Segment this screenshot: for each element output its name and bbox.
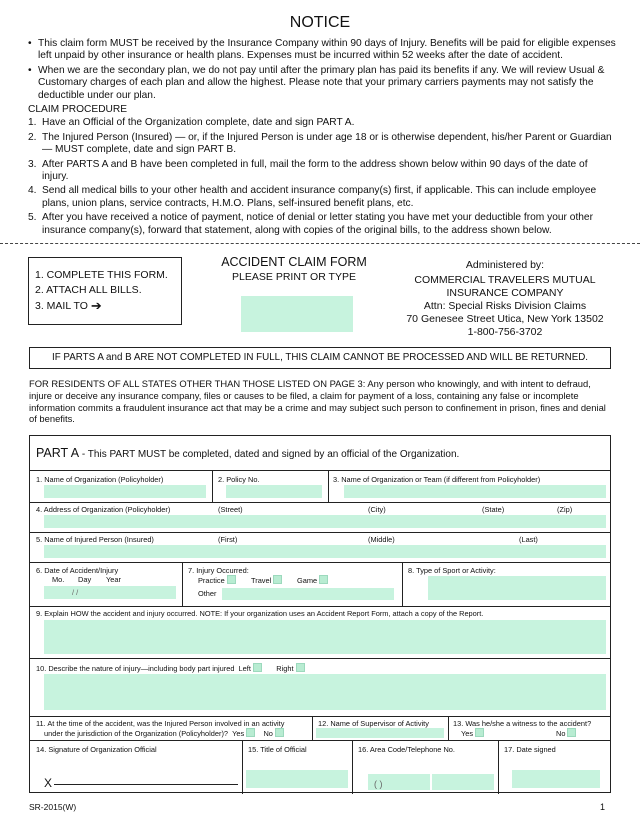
- other-input[interactable]: [222, 588, 394, 600]
- form-subtitle: PLEASE PRINT OR TYPE: [232, 271, 356, 283]
- divider: [242, 740, 243, 794]
- divider: [30, 716, 610, 717]
- notice-bullet: • When we are the secondary plan, we do not pay until after the primary plan has paid its benefits if any. We will review Usual & Customary charges of each plan and allow the highest. Please note that your primary carriers payments may not satisfy the deductible under our plan.: [28, 65, 616, 102]
- zip-label: (Zip): [557, 505, 573, 514]
- witness-yes-checkbox[interactable]: [475, 728, 484, 737]
- date-stamp-field[interactable]: [241, 296, 353, 332]
- divider: [30, 658, 610, 659]
- jurisdiction-label: 11. At the time of the accident, was the Injured Person involved in an activity: [36, 719, 285, 728]
- sport-type-label: 8. Type of Sport or Activity:: [408, 566, 496, 575]
- instruction-mail: 3. MAIL TO ➔: [35, 298, 102, 313]
- practice-option[interactable]: Practice: [198, 575, 236, 585]
- notice-title: NOTICE: [289, 14, 351, 31]
- form-code: SR-2015(W): [29, 802, 77, 812]
- other-label: Other: [198, 589, 217, 598]
- injury-nature-input[interactable]: [44, 674, 606, 710]
- company-name: COMMERCIAL TRAVELERS MUTUAL: [414, 274, 596, 286]
- team-name-input[interactable]: [344, 485, 606, 498]
- divider: [30, 470, 610, 471]
- state-label: (State): [482, 505, 505, 514]
- divider: [328, 470, 329, 502]
- instruction-attach: 2. ATTACH ALL BILLS.: [35, 284, 142, 296]
- fraud-notice: FOR RESIDENTS OF ALL STATES OTHER THAN THOSE LISTED ON PAGE 3: Any person who knowingly, and with intent to defraud, injure or deceive any insurance company, files or causes to be filed, a claim for payment of a loss, containing any false or incomplete information commits a fraudulent insurance act that may be a crime and may subject such person to confinement in prison, fines and denial of benefits.: [29, 378, 606, 425]
- witness-label: 13. Was he/she a witness to the accident?: [453, 719, 592, 728]
- injured-name-input[interactable]: [44, 545, 606, 558]
- jurisdiction-no-checkbox[interactable]: [275, 728, 284, 737]
- signature-label: 14. Signature of Organization Official: [36, 745, 157, 754]
- city-label: (City): [368, 505, 386, 514]
- attention-line: Attn: Special Risks Division Claims: [423, 300, 587, 312]
- middle-name-label: (Middle): [368, 535, 395, 544]
- date-signed-label: 17. Date signed: [504, 745, 556, 754]
- form-title: ACCIDENT CLAIM FORM: [221, 255, 367, 269]
- jurisdiction-yes-checkbox[interactable]: [246, 728, 255, 737]
- administrator-block: [405, 259, 605, 339]
- org-name-label: 1. Name of Organization (Policyholder): [36, 475, 164, 484]
- game-option[interactable]: Game: [297, 575, 328, 585]
- accident-date-input[interactable]: [44, 586, 176, 599]
- mailing-address: 70 Genesee Street Utica, New York 13502: [406, 313, 604, 325]
- policy-no-label: 2. Policy No.: [218, 475, 260, 484]
- travel-checkbox[interactable]: [273, 575, 282, 584]
- divider: [212, 470, 213, 502]
- divider: [448, 716, 449, 740]
- tear-line-divider: [0, 243, 640, 244]
- procedure-step: 1. Have an Official of the Organization complete, date and sign PART A.: [28, 117, 355, 129]
- org-address-label: 4. Address of Organization (Policyholder): [36, 505, 171, 514]
- divider: [30, 606, 610, 607]
- notice-section: [28, 38, 616, 239]
- sport-type-input[interactable]: [428, 576, 606, 600]
- signature-line[interactable]: [54, 784, 238, 785]
- how-occurred-input[interactable]: [44, 620, 606, 654]
- divider: [402, 562, 403, 606]
- procedure-step: 3. After PARTS A and B have been completed in full, mail the form to the address shown below within 90 days of the date of injury.: [28, 158, 588, 183]
- injury-occurred-label: 7. Injury Occurred:: [188, 566, 249, 575]
- notice-bullet: • This claim form MUST be received by the Insurance Company within 90 days of Injury. Benefits will be paid for eligible expenses left unpaid by other insurance or health plans. Expenses must be incurred within 52 weeks after the date of accident.: [28, 38, 616, 63]
- divider: [312, 716, 313, 740]
- divider: [30, 740, 610, 741]
- left-checkbox[interactable]: [253, 663, 262, 672]
- injured-name-label: 5. Name of Injured Person (Insured): [36, 535, 154, 544]
- phone-number: 1-800-756-3702: [467, 326, 543, 338]
- first-name-label: (First): [218, 535, 238, 544]
- divider: [352, 740, 353, 794]
- signature-x-mark: X: [44, 776, 53, 790]
- divider: [498, 740, 499, 794]
- year-label: Year: [106, 575, 121, 584]
- divider: [30, 532, 610, 533]
- practice-checkbox[interactable]: [227, 575, 236, 584]
- supervisor-input[interactable]: [316, 728, 444, 738]
- org-name-input[interactable]: [44, 485, 206, 498]
- date-separator: / /: [72, 588, 79, 597]
- date-signed-input[interactable]: [512, 770, 600, 788]
- injury-nature-label: 10. Describe the nature of injury—including body part injured Left Right: [36, 663, 305, 673]
- witness-yes-option[interactable]: Yes: [461, 728, 484, 738]
- company-name-2: INSURANCE COMPANY: [446, 287, 564, 299]
- official-title-input[interactable]: [246, 770, 348, 788]
- game-checkbox[interactable]: [319, 575, 328, 584]
- telephone-input[interactable]: [432, 774, 494, 790]
- procedure-step: 2. The Injured Person (Insured) — or, if the Injured Person is under age 18 or is otherwise dependent, his/her Parent or Guardian — MUST complete, date and sign PART B.: [28, 131, 612, 156]
- incomplete-warning: IF PARTS A and B ARE NOT COMPLETED IN FULL, THIS CLAIM CANNOT BE PROCESSED AND WILL BE RETURNED.: [29, 347, 611, 369]
- divider: [30, 502, 610, 503]
- right-checkbox[interactable]: [296, 663, 305, 672]
- telephone-label: 16. Area Code/Telephone No.: [358, 745, 455, 754]
- jurisdiction-question: under the jurisdiction of the Organization (Policyholder)? Yes No: [44, 728, 284, 738]
- policy-no-input[interactable]: [226, 485, 322, 498]
- month-label: Mo.: [52, 575, 65, 584]
- instruction-complete: 1. COMPLETE THIS FORM.: [35, 269, 168, 281]
- supervisor-label: 12. Name of Supervisor of Activity: [318, 719, 429, 728]
- team-name-label: 3. Name of Organization or Team (if different from Policyholder): [333, 475, 541, 484]
- procedure-step: 5. After you have received a notice of payment, notice of denial or letter stating you have met your deductible from your other insurance company(s), forward that statement, along with copies of the original bills, to the address shown below.: [28, 212, 593, 236]
- page-number: 1: [600, 802, 606, 812]
- street-label: (Street): [218, 505, 243, 514]
- right-arrow-icon: ➔: [90, 298, 102, 313]
- how-occurred-label: 9. Explain HOW the accident and injury occurred. NOTE: If your organization uses an Accident Report Form, attach a copy of the Report.: [36, 609, 484, 618]
- area-code-parens: ( ): [374, 779, 383, 789]
- accident-date-label: 6. Date of Accident/Injury: [36, 566, 119, 575]
- divider: [182, 562, 183, 606]
- divider: [30, 562, 610, 563]
- part-a-heading: PART A - This PART MUST be completed, dated and signed by an official of the Organization.: [36, 446, 460, 460]
- day-label: Day: [78, 575, 92, 584]
- part-a-section: [29, 435, 611, 793]
- form-header: [214, 255, 374, 283]
- last-name-label: (Last): [519, 535, 538, 544]
- witness-no-checkbox[interactable]: [567, 728, 576, 737]
- administrator-heading: Administered by:: [465, 259, 545, 271]
- official-title-label: 15. Title of Official: [248, 745, 307, 754]
- procedure-step: 4. Send all medical bills to your other health and accident insurance company(s) first, if applicable. This can include employee plans, union plans, service contracts, H.M.O. Plans, self-insured benefit plans, etc.: [28, 185, 597, 209]
- instructions-box: [28, 257, 182, 325]
- witness-no-option[interactable]: No: [556, 728, 576, 738]
- travel-option[interactable]: Travel: [251, 575, 282, 585]
- procedure-heading: CLAIM PROCEDURE: [28, 104, 128, 116]
- org-address-input[interactable]: [44, 515, 606, 528]
